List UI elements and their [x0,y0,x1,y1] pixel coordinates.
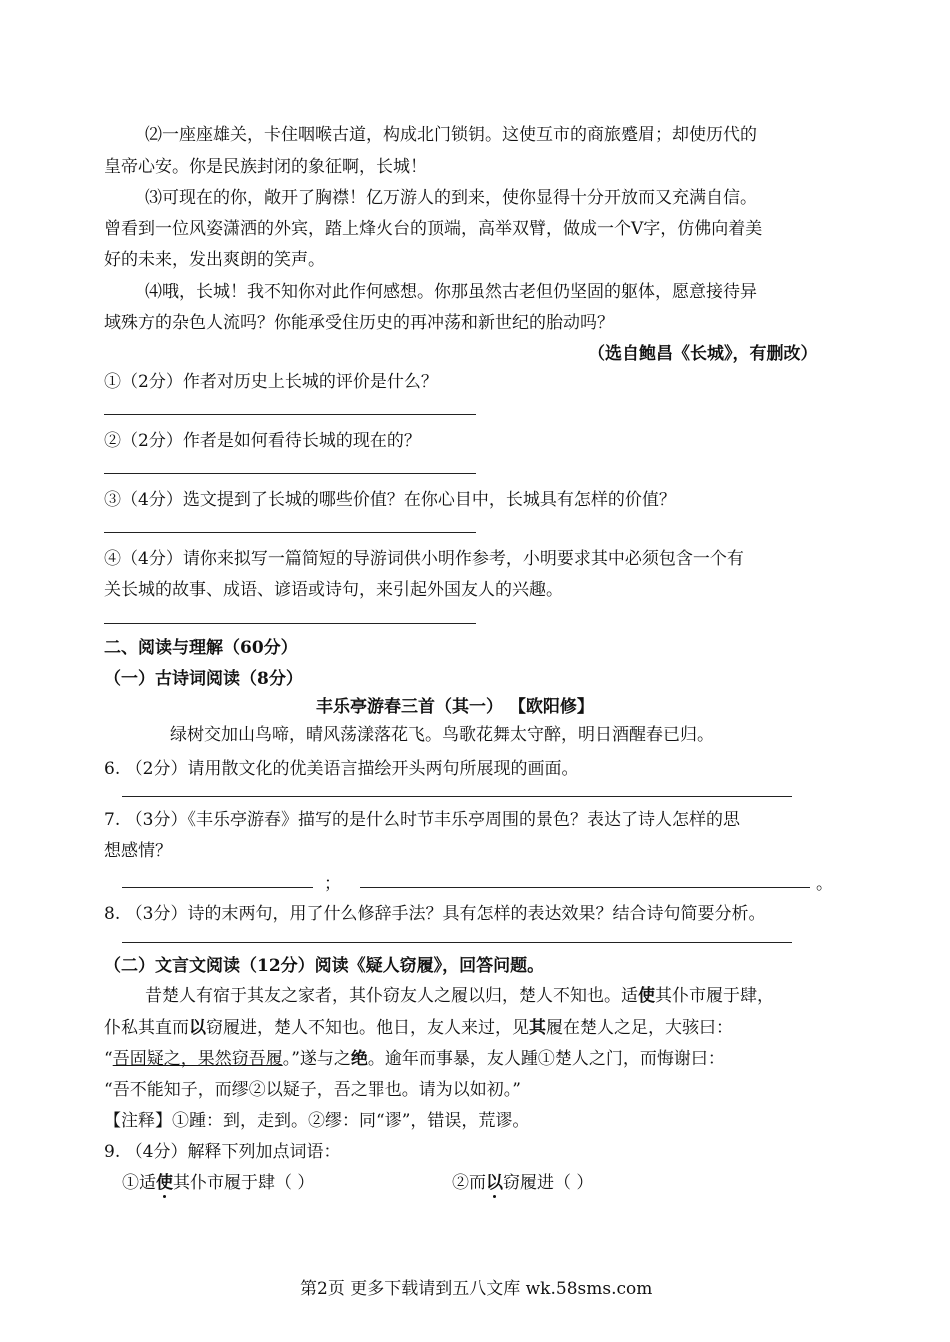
passage-paragraph-4-line-2: 域殊方的杂色人流吗？你能承受住历史的再冲荡和新世纪的胎动吗？ [104,313,614,333]
passage-paragraph-3-line-1: ⑶可现在的你，敞开了胸襟！亿万游人的到来，使你显得十分开放而又充满自信。 [145,188,757,208]
passage-paragraph-2-line-2: 皇帝心安。你是民族封闭的象征啊，长城！ [104,157,427,177]
poem-body: 绿树交加山鸟啼，晴风荡漾落花飞。鸟歌花舞太守醉，明日酒醒春已归。 [170,725,714,745]
question-8: 8. （3分）诗的末两句，用了什么修辞手法？具有怎样的表达效果？结合诗句简要分析。 [104,904,766,924]
answer-line-6 [122,796,792,797]
subsection-poetry-heading: （一）古诗词阅读（8分） [104,669,303,689]
passage-paragraph-3-line-2: 曾看到一位风姿潇洒的外宾，踏上烽火台的顶端，高举双臂，做成一个V字，仿佛向着美 [104,219,763,239]
classical-line-3: “吾固疑之，果然窃吾履。”遂与之绝。逾年而事暴，友人踵①楚人之门，而悔谢曰： [104,1049,725,1069]
answer-separator: ； [324,874,341,894]
question-9: 9. （4分）解释下列加点词语： [104,1142,341,1162]
answer-line-7a [122,887,313,888]
answer-line-2 [104,473,476,474]
question-9-item-2: ②而以窃履进（ ） [452,1173,594,1193]
question-2: ②（2分）作者是如何看待长城的现在的？ [104,431,421,451]
question-7-line-1: 7. （3分）《丰乐亭游春》描写的是什么时节丰乐亭周围的景色？表达了诗人怎样的思 [104,810,740,830]
passage-source: （选自鲍昌《长城》，有删改） [588,344,818,364]
page-footer: 第2页 更多下载请到五八文库 wk.58sms.com [300,1279,653,1299]
answer-line-4 [104,623,476,624]
question-3: ③（4分）选文提到了长城的哪些价值？在你心目中，长城具有怎样的价值？ [104,490,676,510]
classical-line-2: 仆私其直而以窃履进，楚人不知也。他日，友人来过，见其履在楚人之足，大骇曰： [104,1018,733,1038]
underlined-sentence: 吾固疑之，果然窃吾履 [112,1049,283,1069]
emphasis-dot-word: 使 [156,1173,173,1193]
question-9-item-1: ①适使其仆市履于肆（ ） [122,1173,315,1193]
passage-paragraph-2-line-1: ⑵一座座雄关，卡住咽喉古道，构成北门锁钥。这使互市的商旅蹙眉；却使历代的 [145,125,757,145]
question-4-line-2: 关长城的故事、成语、谚语或诗句，来引起外国友人的兴趣。 [104,580,563,600]
question-7-line-2: 想感情？ [104,841,172,861]
answer-end-mark: 。 [816,874,833,894]
answer-line-1 [104,414,476,415]
passage-paragraph-4-line-1: ⑷哦，长城！我不知你对此作何感想。你那虽然古老但仍坚固的躯体，愿意接待异 [145,282,757,302]
classical-note: 【注释】①踵：到，走到。②缪：同“谬”，错误，荒谬。 [104,1111,530,1131]
emphasis-dot-word: 以 [486,1173,503,1193]
passage-paragraph-3-line-3: 好的未来，发出爽朗的笑声。 [104,250,325,270]
classical-line-4: “吾不能知子，而缪②以疑子，吾之罪也。请为以如初。” [104,1080,521,1100]
subsection-classical-heading: （二）文言文阅读（12分）阅读《疑人窃履》，回答问题。 [104,956,545,976]
question-6: 6. （2分）请用散文化的优美语言描绘开头两句所展现的画面。 [104,759,579,779]
classical-line-1: 昔楚人有宿于其友之家者，其仆窃友人之履以归，楚人不知也。适使其仆市履于肆， [145,986,774,1006]
section-heading: 二、阅读与理解（60分） [104,638,298,658]
question-1: ①（2分）作者对历史上长城的评价是什么？ [104,372,438,392]
answer-line-7b [360,887,810,888]
question-4-line-1: ④（4分）请你来拟写一篇简短的导游词供小明作参考，小明要求其中必须包含一个有 [104,549,744,569]
answer-line-3 [104,532,476,533]
poem-title: 丰乐亭游春三首（其一） 【欧阳修】 [316,697,594,717]
answer-line-8 [122,942,792,943]
